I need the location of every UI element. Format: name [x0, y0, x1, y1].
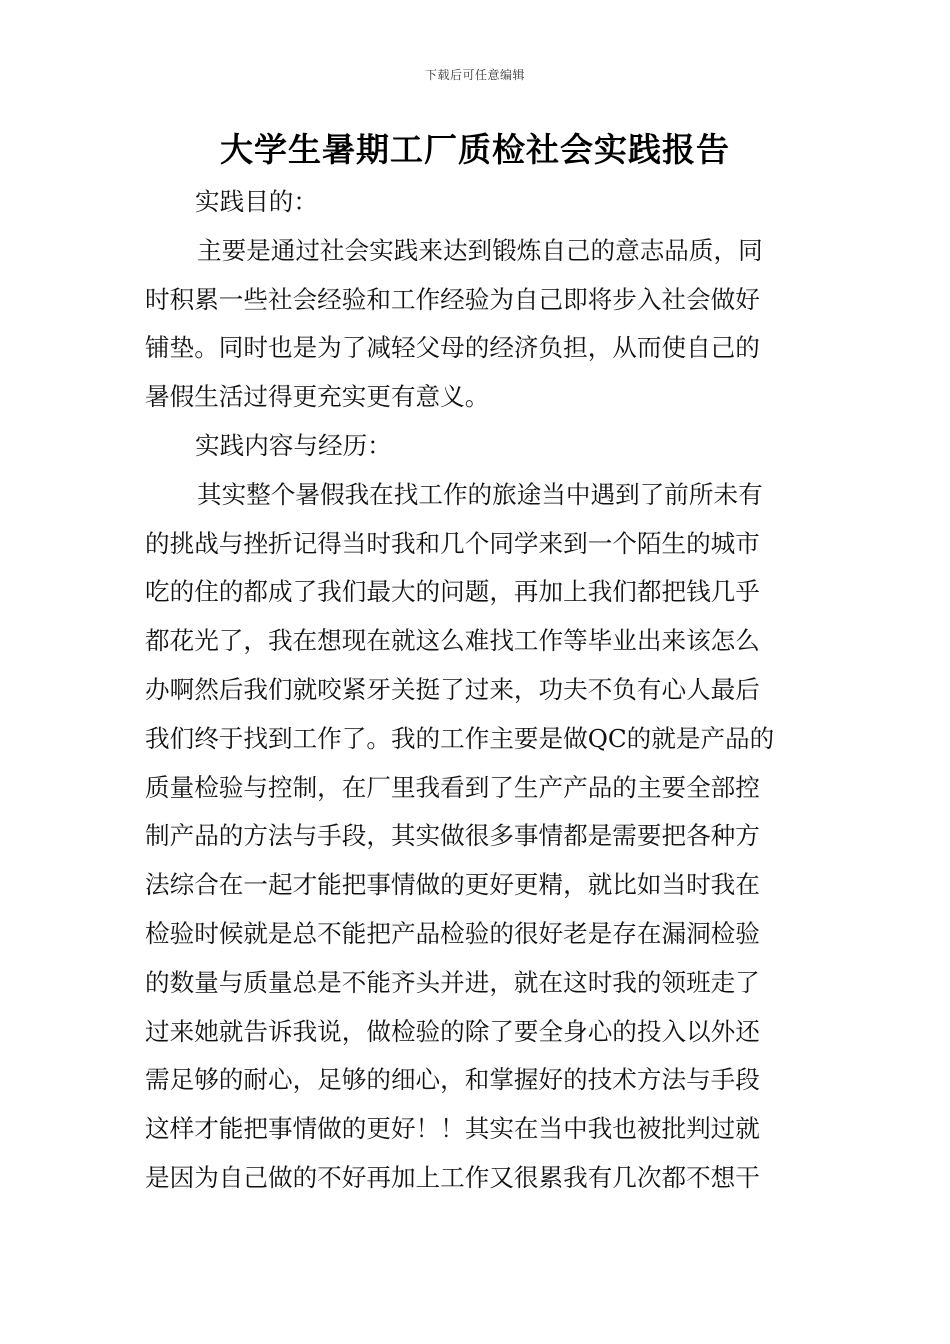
paragraph-line: 是因为自己做的不好再加上工作又很累我有几次都不想干	[145, 1162, 760, 1192]
paragraph-line: 检验时候就是总不能把产品检验的很好老是存在漏洞检验	[145, 918, 760, 948]
paragraph-line: 铺垫。同时也是为了减轻父母的经济负担，从而使自己的	[145, 333, 760, 363]
section-heading-purpose: 实践目的：	[195, 187, 318, 216]
paragraph-line: 主要是通过社会实践来达到锻炼自己的意志品质，同	[197, 235, 763, 265]
paragraph-line: 质量检验与控制，在厂里我看到了生产产品的主要全部控	[145, 772, 760, 802]
paragraph-line: 时积累一些社会经验和工作经验为自己即将步入社会做好	[145, 284, 760, 314]
paragraph-line: 我们终于找到工作了。我的工作主要是做QC的就是产品的	[145, 723, 775, 753]
paragraph-line: 这样才能把事情做的更好！！其实在当中我也被批判过就	[145, 1114, 760, 1144]
paragraph-line: 需足够的耐心，足够的细心，和掌握好的技术方法与手段	[145, 1065, 760, 1095]
section-heading-content: 实践内容与经历：	[195, 430, 392, 460]
paragraph-line: 其实整个暑假我在找工作的旅途当中遇到了前所未有	[197, 479, 763, 509]
document-body	[145, 178, 805, 1203]
header-note: 下载后可任意编辑	[424, 68, 525, 82]
document-title: 大学生暑期工厂质检社会实践报告	[220, 130, 730, 169]
paragraph-line: 的数量与质量总是不能齐头并进，就在这时我的领班走了	[145, 967, 760, 997]
paragraph-line: 暑假生活过得更充实更有意义。	[145, 382, 490, 412]
paragraph-line: 法综合在一起才能把事情做的更好更精，就比如当时我在	[145, 870, 760, 900]
paragraph-line: 的挑战与挫折记得当时我和几个同学来到一个陌生的城市	[145, 528, 760, 558]
paragraph-line: 吃的住的都成了我们最大的问题，再加上我们都把钱几乎	[145, 577, 760, 607]
paragraph-line: 过来她就告诉我说，做检验的除了要全身心的投入以外还	[145, 1016, 760, 1046]
paragraph-line: 办啊然后我们就咬紧牙关挺了过来，功夫不负有心人最后	[145, 674, 760, 704]
paragraph-line: 都花光了，我在想现在就这么难找工作等毕业出来该怎么	[145, 626, 760, 656]
paragraph-line: 制产品的方法与手段，其实做很多事情都是需要把各种方	[145, 821, 760, 851]
